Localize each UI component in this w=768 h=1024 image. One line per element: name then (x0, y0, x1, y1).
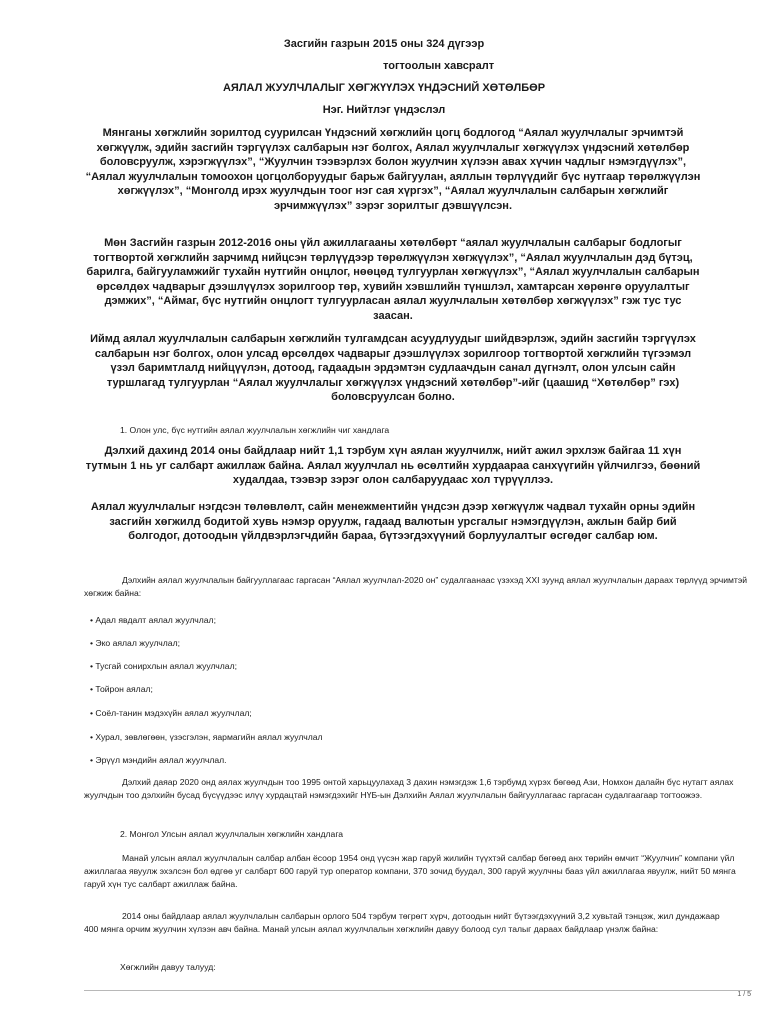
paragraph-7: Дэлхий даяар 2020 онд аялах жуулчдын тоо 1995 онтой харьцуулахад 3 дахин нэмэгдэж 1,6 тэрбумд хүрэх бөгөөд Ази, Номхон далайн бүс нутагт аялах жуулчдын тоо дэлхийн бусад бүсүүдээс илүү хурдацтай нэмэгдэхийг НҮБ-ын Дэлхийн Аялал жуулчлалын байгууллагаас гаргасан судалгаагаар тогтоожээ. (84, 777, 734, 800)
section-heading: Нэг. Нийтлэг үндэслэл (322, 104, 446, 116)
paragraph-3: Иймд аялал жуулчлалын салбарын хөгжлийн тулгамдсан асуудлуудыг шийдвэрлэж, эдийн засгийн тэргүүлэх салбарын нэг болгох, олон улсад өрсөлдөх чадварыг дээшлүүлэх зорилгоор тогтвортой хөгжлийн түгээмэл үзэл баримтлалд нийцүүлэн, дотоод, гадаадын эрдэмтэн судлаачдын санал дүгнэлт, олон улсын сайн туршлагад тулгуурлан “Аялал жуулчлалыг хөгжүүлэх үндэсний хөтөлбөр”-ийг (цаашид “Хөтөлбөр” гэх) боловсруулсан болно. (90, 333, 696, 404)
list-item: • Соёл-танин мэдэхүйн аялал жуулчлал; (90, 708, 252, 718)
paragraph-9-part-2: 400 мянга орчим жуулчин хүлээн авч байна. Манай улсын аялал жуулчлалын хөгжлийн давуу болоод сул талыг дараах байдлаар үнэлж байна: (84, 924, 659, 934)
subsection-1-heading: 1. Олон улс, бүс нутгийн аялал жуулчлалын хөгжлийн чиг хандлага (120, 425, 390, 435)
decree-reference: Засгийн газрын 2015 оны 324 дүгээр (283, 38, 485, 50)
list-item: • Тусгай сонирхлын аялал жуулчлал; (90, 661, 237, 671)
paragraph-5: Аялал жуулчлалыг нэгдсэн төлөвлөлт, сайн менежментийн үндсэн дээр хөгжүүлж чадвал тухайн орны эдийн засгийн хөгжилд бодитой хувь нэмэр оруулж, гадаад валютын урсгалыг нэмэгдүүлэн, ажлын байр бий болгодог, дотоодын үйлдвэрлэгчдийн бараа, бүтээгдэхүүний борлуулалтыг өсгөдөг салбар юм. (90, 501, 696, 543)
subsection-3-heading: Хөгжлийн давуу талууд: (120, 962, 216, 972)
list-item: • Адал явдалт аялал жуулчлал; (90, 615, 216, 625)
annex-label: тогтоолын хавсралт (383, 60, 495, 72)
paragraph-9-part-1: 2014 оны байдлаар аялал жуулчлалын салбарын орлого 504 тэрбум төгрөгт хүрч, дотоодын нийт бүтээгдэхүүний 3,2 хувьтай тэнцэж, жил дундажаар (122, 911, 720, 921)
paragraph-1: Мянганы хөгжлийн зорилтод суурилсан Үндэсний хөгжлийн цогц бодлогод “Аялал жуулчлалыг эрчимтэй хөгжүүлж, эдийн засгийн тэргүүлэх салбарын нэг болгох, Аялал жуулчлалыг хөгжүүлэх үндэсний хөтөлбөр боловсруулж, хэрэгжүүлэх”, “Жуулчин тээвэрлэх болон жуулчин хүлээн авах хүчин чадлыг нэмэгдүүлэх”, “Аялал жуулчлалын томоохон цогцолборуудыг барьж байгуулан, аяллын төрлүүдийг бүс нутгаар төрөлжүүлэн хөгжүүлэх”, “Монголд ирэх жуулчдын тоог нэг сая хүргэх”, “Аялал жуулчлалын салбарын хөгжлийг эрчимжүүлэх” зэрэг зорилтыг дэвшүүлсэн. (85, 127, 701, 212)
list-item: • Эко аялал жуулчлал; (90, 638, 180, 648)
document-title: АЯЛАЛ ЖУУЛЧЛАЛЫГ ХӨГЖҮҮЛЭХ ҮНДЭСНИЙ ХӨТӨЛБӨР (222, 82, 546, 94)
page-number: 1 / 5 (737, 991, 751, 998)
paragraph-6: Дэлхийн аялал жуулчлалын байгууллагаас гаргасан “Аялал жуулчлал-2020 он” судалгаанаас үзэхэд XXI зуунд аялал жуулчлалын дараах төрлүүд эрчимтэй хөгжиж байна: (84, 575, 748, 598)
paragraph-4: Дэлхий дахинд 2014 оны байдлаар нийт 1,1 тэрбум хүн аялан жуулчилж, нийт ажил эрхлэж байгаа 11 хүн тутмын 1 нь уг салбарт ажиллаж байна. Аялал жуулчлал нь өсөлтийн хурдаараа санхүүгийн үйлчилгээ, бөөний худалдаа, тээвэр зэрэг олон салбаруудаас хол түрүүллээ. (85, 445, 701, 487)
paragraph-9 (84, 910, 752, 936)
footer-divider (84, 990, 752, 991)
list-item: • Тойрон аялал; (90, 684, 153, 694)
list-item: • Эрүүл мэндийн аялал жуулчлал. (90, 755, 227, 765)
list-item: • Хурал, зөвлөгөөн, үзэсгэлэн, яармагийн аялал жуулчлал (90, 732, 323, 742)
paragraph-8: Манай улсын аялал жуулчлалын салбар албан ёсоор 1954 онд үүсэн жар гаруй жилийн түүхтэй салбар бөгөөд анх төрийн өмчит “Жуулчин” компани үйл ажиллагаа явуулж эхэлсэн бол өдгөө уг салбарт 600 гаруй тур оператор компани, 370 зочид буудал, 300 гаруй жуулчны бааз үйл ажиллагаа явуулж, нийт 50 мянга гаруй хүн тус салбарт ажиллаж байна. (84, 853, 736, 889)
subsection-2-heading: 2. Монгол Улсын аялал жуулчлалын хөгжлийн хандлага (120, 829, 344, 839)
paragraph-2: Мөн Засгийн газрын 2012-2016 оны үйл ажиллагааны хөтөлбөрт “аялал жуулчлалын салбарыг бодлогыг тогтвортой хөгжлийн зарчимд нийцсэн төрлүүдээр төрөлжүүлэн хөгжүүлэх”, “Аялал жуулчлалын дэд бүтэц, барилга, байгууламжийг тухайн нутгийн онцлог, нөөцөд тулгуурлан хөгжүүлэх”, “Аялал жуулчлалын салбарын өрсөлдөх чадварыг дээшлүүлэх зорилгоор төр, хувийн хэвшлийн түншлэл, хамтарсан хөрөнгө оруулалтыг дэмжих”, “Аймаг, бүс нутгийн онцлогт тулгуурласан аялал жуулчлалын хөтөлбөр хөгжүүлэх” гэж тус тус заасан. (86, 237, 700, 322)
